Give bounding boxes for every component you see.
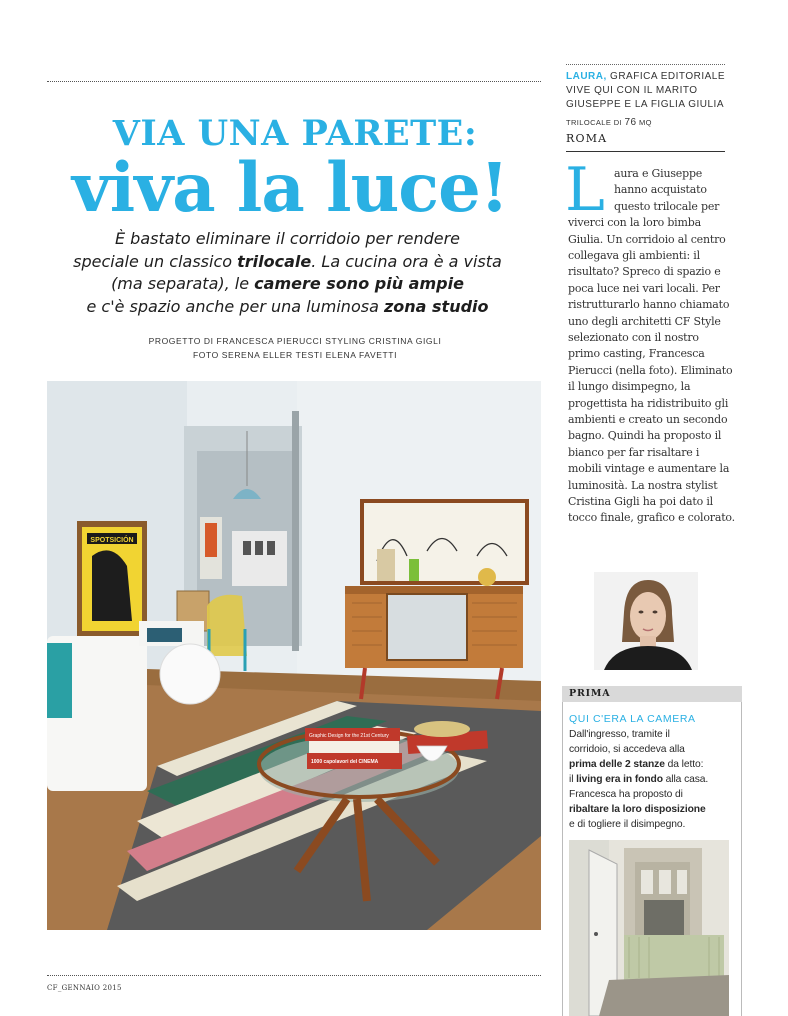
sidebar-body-line: aura e Giuseppe: [614, 167, 703, 180]
resident-name: LAURA,: [566, 71, 607, 82]
book-2-title: 1000 capolavori del CINEMA: [311, 759, 379, 765]
credits: [100, 334, 490, 362]
bottom-dotted-rule: [47, 975, 541, 976]
prima-line-6: [569, 802, 706, 817]
prima-line-5: Francesca ha proposto di: [569, 789, 683, 800]
sidebar-body-line: risultato? Spreco di spazio e: [568, 265, 721, 279]
sidebar-body-line: hanno acquistato: [614, 183, 707, 197]
sidebar-body-line: Giulia. Un corridoio al centro: [568, 232, 726, 246]
standfirst: [45, 228, 530, 318]
sidebar-city-rule: [566, 151, 725, 152]
sidebar-body-line: il lungo disimpegno, la: [568, 380, 691, 394]
sidebar-body-line: uno degli architetti CF Style: [568, 314, 721, 328]
prima-line-3: [569, 757, 703, 772]
standfirst-line-1: È bastato eliminare il corridoio per rendere: [114, 229, 460, 248]
sidebar-intro-line-2: VIVE QUI CON IL MARITO: [566, 85, 698, 96]
sidebar-body-line: mobili vintage e aumentare la: [568, 462, 730, 476]
before-photo: [569, 840, 729, 1016]
standfirst-zona-studio: zona studio: [383, 296, 489, 316]
prima-line-2: corridoio, si accedeva alla: [569, 744, 685, 755]
sidebar-body-line: ambienti e creato un secondo: [568, 413, 728, 426]
sidebar-body-line: luminosità. La nostra stylist: [568, 478, 718, 492]
city: ROMA: [566, 132, 608, 145]
portrait-photo: [594, 572, 698, 670]
sidebar-body-line: bagno. Quindi ha proposto il: [568, 429, 722, 443]
sidebar-body-line: Cristina Gigli ha poi dato il: [568, 495, 713, 508]
sidebar-body-line: Pierucci (nella foto). Eliminato: [568, 363, 733, 377]
page-folio: CF_GENNAIO 2015: [47, 984, 122, 992]
credits-line-2: FOTO SERENA ELLER TESTI ELENA FAVETTI: [192, 350, 398, 360]
book-1-title: Graphic Design for the 21st Century: [309, 733, 389, 739]
prima-line-1: Dall'ingresso, tramite il: [569, 729, 670, 740]
living-room-photo: [47, 381, 541, 930]
sidebar-intro: [566, 70, 736, 112]
sidebar-intro-line-3: GIUSEPPE E LA FIGLIA GIULIA: [566, 99, 725, 110]
sidebar-body-line: questo trilocale per: [614, 199, 720, 213]
sidebar-body-line: selezionato con il nostro: [568, 331, 699, 344]
apartment-size-label: TRILOCALE DI: [566, 118, 625, 127]
prima-line-4-rest: alla casa.: [662, 774, 709, 785]
prima-line-3-rest: da letto:: [664, 759, 704, 770]
prima-line-4-start: il: [569, 774, 577, 785]
prima-title: QUI C'ERA LA CAMERA: [569, 713, 696, 725]
prima-highlight-swap: ribaltare la loro disposizione: [569, 804, 706, 815]
drop-cap: L: [565, 155, 605, 225]
prima-line-4: [569, 772, 708, 787]
top-dotted-rule: [47, 81, 541, 82]
sidebar-body-line: progettista ha ridistribuito gli: [568, 396, 729, 410]
sidebar-body-line: collegava gli ambienti: il: [568, 249, 700, 262]
standfirst-line-2a: speciale un classico: [73, 251, 238, 271]
sidebar-body-line: bianco per far risaltare i: [568, 445, 700, 459]
sidebar-top-rule: [566, 64, 725, 65]
prima-highlight-rooms: prima delle 2 stanze: [569, 759, 665, 770]
sidebar-body-line: ristrutturarlo hanno chiamato: [568, 298, 730, 312]
sidebar-body-line: poca luce nei vari locali. Per: [568, 281, 720, 295]
prima-label: PRIMA: [569, 688, 611, 699]
standfirst-line-4a: e c'è spazio anche per una luminosa: [86, 296, 384, 316]
credits-line-1: PROGETTO DI FRANCESCA PIERUCCI STYLING CRISTINA GIGLI: [148, 336, 442, 346]
sidebar-body-line: primo casting, Francesca: [568, 347, 705, 361]
apartment-size-number: 76: [624, 117, 637, 128]
headline-line-2: viva la luce!: [71, 148, 509, 227]
sidebar-intro-line-1: [566, 70, 736, 84]
prima-highlight-living: living era in fondo: [576, 774, 663, 785]
sidebar-body-line: viverci con la loro bimba: [568, 216, 701, 230]
standfirst-camere: camere sono più ampie: [254, 274, 464, 293]
standfirst-trilocale: trilocale: [237, 251, 312, 271]
sidebar-intro-role: GRAFICA EDITORIALE: [606, 71, 726, 82]
standfirst-line-3a: (ma separata), le: [111, 274, 255, 293]
prima-line-7: e di togliere il disimpegno.: [569, 819, 686, 830]
sidebar-body-line: tocco finale, grafico e colorato.: [568, 511, 735, 525]
headline-line-1: VIA UNA PARETE:: [112, 113, 478, 154]
apartment-size-unit: MQ: [636, 118, 652, 127]
standfirst-line-2c: . La cucina ora è a vista: [311, 251, 502, 271]
poster-text: SPOTSICIÓN: [90, 537, 134, 544]
apartment-size: [566, 117, 652, 128]
